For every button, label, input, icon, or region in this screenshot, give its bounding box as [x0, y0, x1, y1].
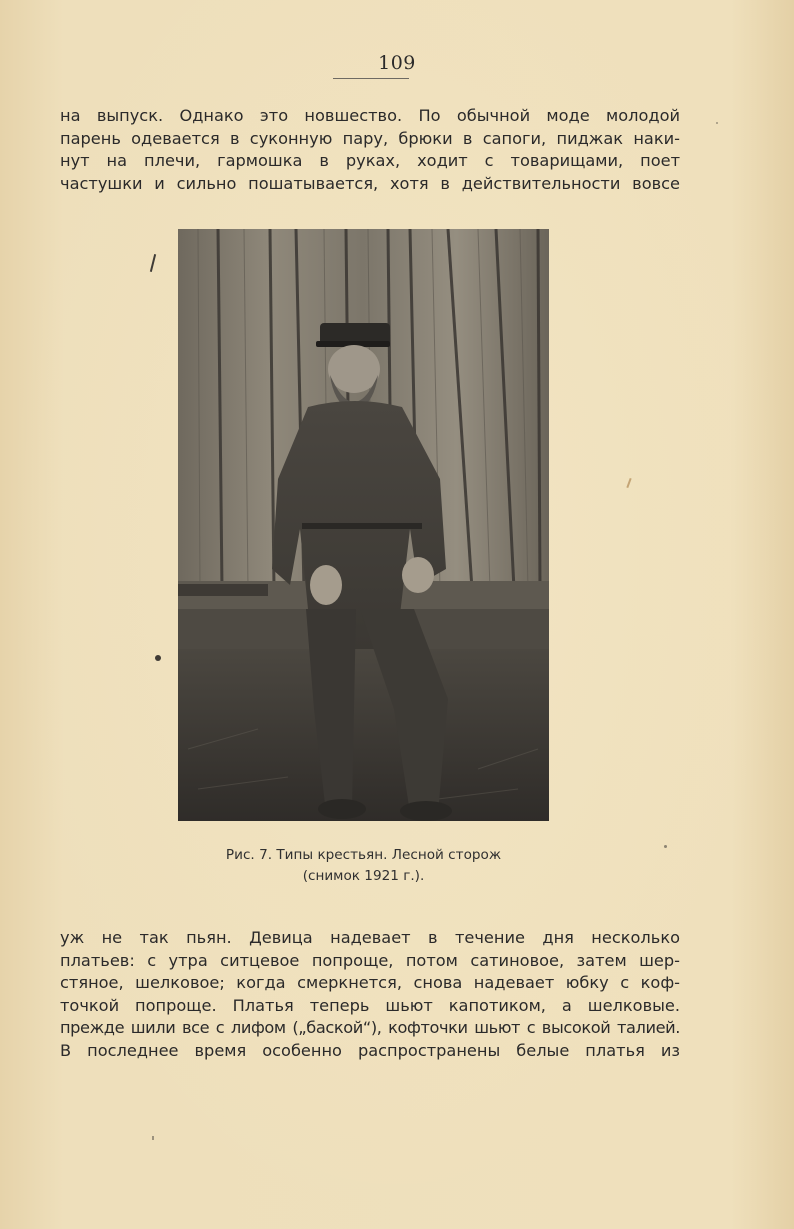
text-line: нут на плечи, гармошка в руках, ходит с товарищами, поет	[60, 151, 680, 171]
margin-pencil-mark	[150, 254, 156, 272]
page-number-rule	[333, 78, 409, 79]
bottom-paragraph	[60, 927, 680, 1063]
caption-line: Рис. 7. Типы крестьян. Лесной сторож	[225, 847, 502, 863]
caption-line: (снимок 1921 г.).	[302, 868, 425, 884]
paper-speck	[716, 122, 718, 124]
margin-dot	[155, 655, 161, 661]
text-line: уж не так пьян. Девица надевает в течение дня несколько	[60, 928, 680, 947]
photo-forest-watchman-illustration	[178, 229, 549, 821]
figure-photograph	[178, 229, 549, 821]
page-number: 109	[378, 52, 416, 74]
text-line: прежде шили все с лифом („баской“), кофточки шьют с высокой талией.	[60, 1018, 680, 1038]
text-line: платьев: с утра ситцевое попроще, потом сатиновое, затем шер-	[60, 950, 680, 970]
text-line: частушки и сильно пошатывается, хотя в действительности вовсе	[60, 173, 680, 193]
text-line: точкой попроще. Платья теперь шьют капотиком, а шелковые.	[60, 995, 680, 1015]
paper-speck	[664, 845, 667, 848]
paper-speck	[152, 1136, 154, 1140]
top-paragraph	[60, 105, 680, 195]
figure-caption	[178, 845, 549, 887]
text-line: В последнее время особенно распространены белые платья из	[60, 1040, 680, 1060]
paper-speck	[626, 478, 631, 488]
text-line: парень одевается в суконную пару, брюки в сапоги, пиджак наки-	[60, 128, 680, 148]
text-line: стяное, шелковое; когда смеркнется, снова надевает юбку с коф-	[60, 973, 680, 993]
text-line: на выпуск. Однако это новшество. По обычной моде молодой	[60, 106, 680, 125]
